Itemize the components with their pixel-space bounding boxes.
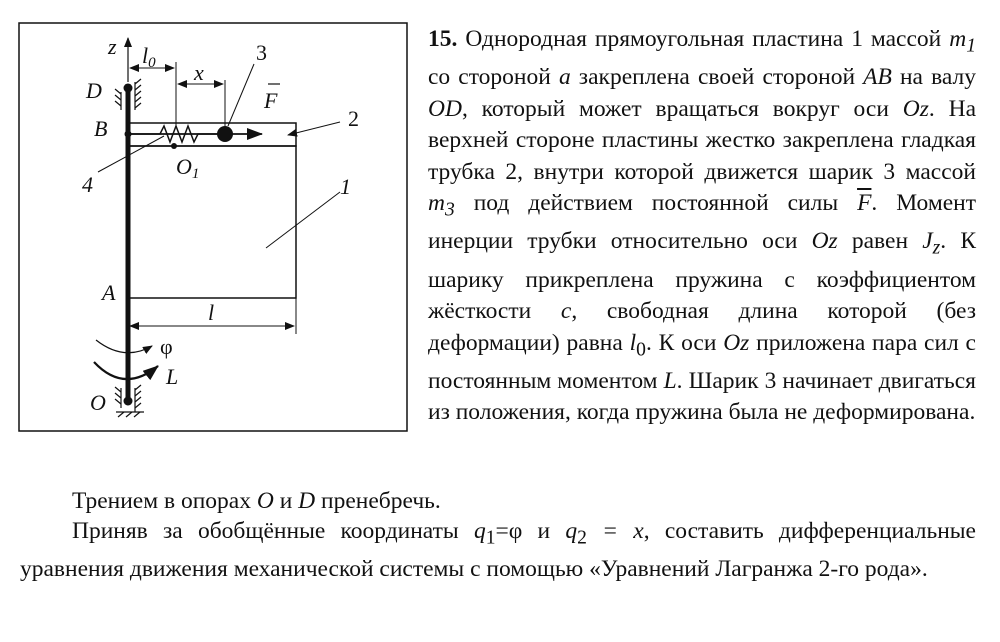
point-o1: [171, 143, 177, 149]
label-x: x: [194, 60, 204, 85]
leader-1: [266, 192, 340, 248]
label-3: 3: [256, 40, 267, 65]
plate-1: [128, 146, 296, 298]
label-z: z: [108, 34, 117, 59]
label-o1: O1: [176, 154, 200, 182]
label-l: l: [208, 300, 215, 325]
problem-number: 15.: [428, 26, 458, 52]
phi-arc-arrow: [96, 340, 152, 353]
leader-3: [228, 64, 254, 126]
task-statement: Приняв за обобщённые координаты $q_1=\varphi$ и $q_2 = x$, составить дифференциальные уравнения движения механической системы с помощью «Уравнений Лагранжа 2-го рода».: [20, 518, 976, 582]
pivot-d: [124, 84, 133, 93]
ball-3: [217, 126, 233, 142]
label-4: 4: [82, 172, 93, 197]
label-2: 2: [348, 106, 359, 131]
label-moment-l: L: [166, 364, 179, 389]
label-phi: φ: [160, 334, 173, 359]
label-o: O: [90, 390, 106, 415]
problem-statement: 15. Однородная прямоугольная пластина 1 массой $m_1$ со стороной a закреплена своей стороной AB на валу OD, который может вращаться вокруг оси Oz. На верхней стороне пластины жестко закреплена гладкая трубка 2, внутри которой движется шарик 3 массой $m_3$ под действием постоянной силы $\overline{F}$. Момент инерции трубки относительно оси Oz равен $J_z$. К шарику прикреплена пружина с коэффициентом жёсткости c, свободная длина которой (без деформации) равна $l_0$. К оси Oz приложена пара сил с постоянным моментом L. Шарик 3 начинает двигаться из положения, когда пружина была не деформирована.: [428, 26, 977, 426]
label-f: F: [264, 88, 278, 113]
friction-note: Трением в опорах O и D пренебречь.: [72, 488, 441, 514]
leader-4: [98, 136, 164, 172]
label-b: B: [94, 116, 108, 141]
label-l0: l0: [142, 43, 156, 71]
point-b: [125, 131, 132, 138]
mechanism-figure: [18, 22, 408, 432]
label-a: A: [102, 280, 116, 305]
label-d: D: [86, 78, 102, 103]
label-1: 1: [340, 174, 351, 199]
pivot-o: [124, 397, 133, 406]
